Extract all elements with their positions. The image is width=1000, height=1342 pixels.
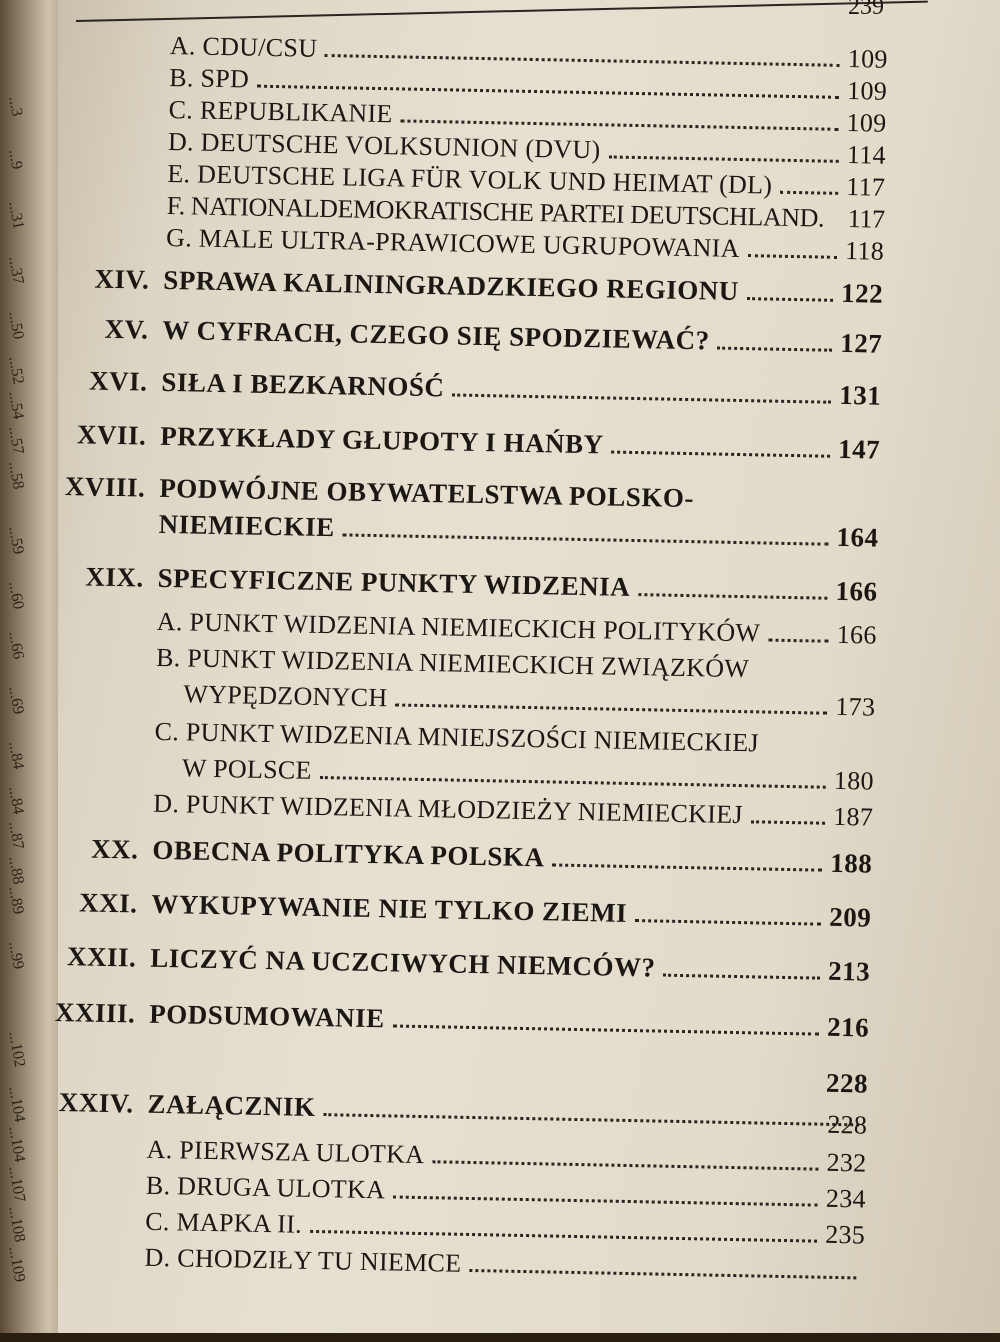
leader-dots [747, 297, 833, 302]
spine-mark: ...58 [5, 460, 27, 491]
chapter-numeral: XX. [90, 833, 139, 865]
toc-entry-page: 109 [846, 107, 887, 138]
toc-entry-label: WYPĘDZONYCH [183, 679, 388, 713]
leader-dots [432, 1160, 818, 1170]
leader-dots [751, 820, 825, 824]
chapter-title: PODWÓJNE OBYWATELSTWA POLSKO- [159, 472, 695, 514]
chapter-title: NIEMIECKIE [158, 508, 335, 543]
chapter-page: 164 [836, 521, 879, 553]
spine-mark: ...102 [5, 1030, 29, 1069]
toc-entry-continuation [182, 753, 874, 796]
spine-mark: ...57 [5, 425, 27, 456]
leader-dots [638, 593, 827, 600]
spine-mark: ...54 [5, 390, 27, 421]
chapter-page: 131 [838, 379, 882, 411]
toc-entry-page: 234 [825, 1183, 867, 1214]
toc-entry-page: 117 [846, 172, 886, 202]
toc-entry-label: A. PIERWSZA ULOTKA [146, 1134, 425, 1170]
toc-chapter [54, 313, 882, 360]
chapter-numeral: XXIII. [54, 996, 136, 1029]
leader-dots [611, 451, 830, 458]
spine-mark: ...50 [5, 310, 27, 341]
chapter-numeral: XIX. [85, 561, 144, 593]
chapter-title: LICZYĆ NA UCZCIWYCH NIEMCÓW? [150, 942, 656, 983]
toc-entry-label: E. DEUTSCHE LIGA FÜR VOLK UND HEIMAT (DL) [167, 158, 773, 200]
leader-dots [310, 1230, 817, 1243]
chapter-page: 147 [837, 433, 881, 465]
toc-entry-page: 187 [832, 801, 874, 832]
toc-chapter [52, 419, 880, 466]
chapter-title: SPRAWA KALININGRADZKIEGO REGIONU [163, 264, 740, 306]
chapter-numeral: XIV. [94, 263, 150, 295]
spine-mark: ...69 [5, 685, 27, 716]
spine-mark: ...108 [5, 1205, 29, 1244]
toc-entry-label: C. MAPKA II. [145, 1206, 303, 1239]
toc-entry-label: C. REPUBLIKANIE [168, 94, 393, 129]
toc-chapter [41, 997, 869, 1044]
chapter-title: OBECNA POLITYKA POLSKA [152, 834, 545, 873]
toc-entry-label: F. NATIONALDEMOKRATISCHE PARTEI DEUTSCHLAND. [166, 190, 825, 233]
toc-chapter [53, 365, 881, 412]
book-page [54, 0, 1000, 1333]
table-of-contents [45, 0, 1000, 1342]
spine-mark: ...99 [5, 940, 27, 971]
toc-entry-page: 232 [826, 1147, 867, 1178]
chapter-page: 213 [827, 955, 871, 987]
spine-mark: ...104 [5, 1085, 29, 1124]
leader-dots [608, 155, 838, 162]
toc-entry-page: 109 [846, 76, 888, 106]
spine-mark: ...66 [5, 630, 27, 661]
leader-dots [552, 863, 822, 871]
toc-entry-label: B. SPD [168, 62, 250, 94]
spine-mark: ...109 [5, 1245, 29, 1284]
chapter-page: 188 [829, 847, 873, 879]
toc-entry-label: C. PUNKT WIDZENIA MNIEJSZOŚCI NIEMIECKIEJ [154, 716, 760, 758]
chapter-numeral: XXII. [66, 941, 137, 973]
spine-mark: ...52 [5, 355, 27, 386]
toc-chapter [44, 833, 872, 880]
toc-entry-label: B. DRUGA ULOTKA [145, 1170, 386, 1205]
spine-mark: ...9 [5, 148, 26, 171]
leader-dots [780, 191, 838, 195]
page-number: 239 [848, 0, 884, 20]
chapter-numeral: XXIV. [58, 1087, 134, 1119]
chapter-numeral: XXI. [78, 887, 138, 919]
leader-dots [257, 85, 839, 99]
chapter-title: PODSUMOWANIE [148, 998, 386, 1034]
chapter-page: 166 [835, 575, 878, 607]
leader-dots [325, 54, 840, 67]
toc-entry-label: G. MALE ULTRA-PRAWICOWE UGRUPOWANIA [165, 222, 740, 263]
toc-entry-label: B. PUNKT WIDZENIA NIEMIECKICH ZWIĄZKÓW [155, 642, 750, 684]
leader-dots [469, 1269, 856, 1279]
toc-entry-page: 117 [847, 204, 885, 234]
spine-mark: ...107 [5, 1165, 29, 1204]
chapter-numeral: XV. [104, 313, 149, 345]
leader-dots [320, 776, 826, 789]
chapter-page: 216 [826, 1011, 870, 1043]
spine-mark: ...31 [5, 200, 27, 231]
spine-mark: ...59 [5, 525, 27, 556]
chapter-numeral: XVIII. [64, 471, 146, 503]
spine-mark: ...84 [5, 740, 27, 771]
chapter-page: 228 [825, 1067, 869, 1099]
spine-mark: ...3 [5, 95, 26, 118]
chapter-page: 127 [839, 327, 883, 359]
toc-chapter [43, 887, 871, 934]
spine-mark: ...37 [5, 255, 27, 286]
toc-entry-page: 109 [847, 44, 889, 74]
leader-dots [400, 119, 838, 130]
toc-entry-page: 114 [846, 140, 887, 170]
leader-dots [393, 1195, 818, 1206]
chapter-title: WYKUPYWANIE NIE TYLKO ZIEMI [151, 888, 628, 928]
toc-entry-page: 228 [827, 1109, 868, 1140]
toc-chapter [49, 561, 877, 608]
spine-mark: ...89 [5, 885, 27, 916]
spine-mark: ...87 [5, 820, 27, 851]
toc-chapter [55, 263, 883, 310]
toc-entry [153, 789, 873, 833]
toc-entry-label: W POLSCE [181, 753, 313, 785]
toc-entry-page: 235 [824, 1219, 866, 1250]
leader-dots [393, 1024, 819, 1035]
toc-entry-page: 166 [836, 619, 877, 650]
toc-entry-continuation [183, 679, 875, 722]
chapter-title: SPECYFICZNE PUNKTY WIDZENIA [157, 562, 631, 602]
leader-dots [748, 254, 837, 259]
toc-entry-label: D. DEUTSCHE VOLKSUNION (DVU) [167, 126, 601, 165]
toc-entry-page: 180 [833, 765, 875, 796]
leader-dots [635, 919, 821, 926]
leader-dots [768, 639, 829, 643]
leader-dots [395, 703, 827, 714]
toc-chapter [42, 941, 870, 988]
spine-mark: ...60 [5, 580, 27, 611]
toc-entry [144, 1243, 864, 1287]
chapter-title: PRZYKŁADY GŁUPOTY I HAŃBY [160, 420, 604, 460]
spine-mark: ...88 [5, 855, 27, 886]
leader-dots [452, 393, 831, 403]
chapter-numeral: XVI. [88, 365, 148, 397]
toc-entry-page: 118 [844, 235, 885, 266]
toc-entry-label: A. PUNKT WIDZENIA NIEMIECKICH POLITYKÓW [156, 606, 761, 648]
leader-dots [717, 347, 832, 352]
spine-mark: ...84 [5, 785, 27, 816]
chapter-numeral: XVII. [76, 419, 147, 451]
toc-entry-label: A. CDU/CSU [169, 30, 318, 63]
chapter-page: 122 [840, 277, 884, 309]
toc-entry-page: 173 [835, 691, 876, 722]
chapter-title: SIŁA I BEZKARNOŚĆ [161, 366, 445, 403]
leader-dots [663, 974, 820, 980]
chapter-title: W CYFRACH, CZEGO SIĘ SPODZIEWAĆ? [162, 314, 710, 356]
spine-mark: ...104 [5, 1125, 29, 1164]
toc-entry-label: D. CHODZIŁY TU NIEMCE [144, 1242, 462, 1278]
chapter-page: 209 [828, 901, 872, 933]
chapter-title: ZAŁĄCZNIK [147, 1088, 316, 1122]
leader-dots [342, 533, 828, 545]
toc-entry-label: D. PUNKT WIDZENIA MŁODZIEŻY NIEMIECKIEJ [153, 788, 744, 830]
